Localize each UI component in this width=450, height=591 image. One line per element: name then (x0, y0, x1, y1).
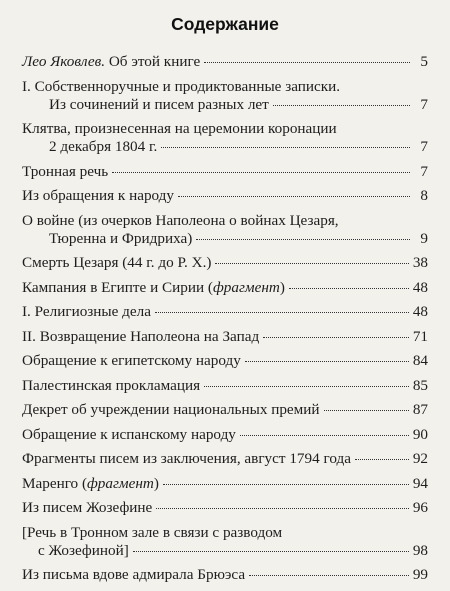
toc-page-number: 84 (412, 352, 428, 369)
toc-entry (22, 566, 428, 584)
toc-entry-title: Обращение к испанскому народу (22, 425, 236, 443)
toc-entry-title: I. Собственноручные и продиктованные записки. (22, 77, 341, 95)
toc-entry-title: Кампания в Египте и Сирии (фрагмент) (22, 278, 285, 296)
toc-page-number: 90 (412, 425, 428, 443)
toc-entry (22, 187, 428, 205)
dot-leader (355, 458, 409, 460)
toc-entry (22, 426, 428, 444)
toc-entry-title: I. Религиозные дела (22, 303, 151, 320)
toc-entry (22, 377, 428, 395)
dot-leader (289, 287, 409, 289)
toc-entry (22, 475, 428, 493)
toc-entry-title: Обращение к египетскому народу (22, 352, 241, 369)
toc-entry-title: Из обращения к народу (22, 187, 175, 204)
toc-entry-title: Маренго (фрагмент) (22, 474, 159, 492)
toc-entry-title: Из писем Жозефине (22, 499, 153, 516)
page-title: Содержание (171, 14, 279, 34)
toc-page-number: 99 (412, 566, 428, 583)
toc-entry-title: Из сочинений и писем разных лет (49, 95, 269, 113)
dot-leader (249, 574, 409, 576)
dot-leader (204, 61, 410, 63)
toc-entry (22, 303, 428, 321)
toc-entry (22, 499, 428, 517)
toc-entry-title: Фрагменты писем из заключения, август 1794 года (22, 450, 351, 467)
dot-leader (204, 385, 409, 387)
toc-page-number: 38 (412, 254, 428, 271)
toc-entry (22, 401, 428, 419)
toc-entry (22, 212, 428, 248)
dot-leader (156, 507, 409, 509)
dot-leader (324, 409, 409, 411)
toc-entry-title: О войне (из очерков Наполеона о войнах Цезаря, (22, 211, 339, 229)
toc-page-number: 71 (412, 327, 428, 345)
toc-list (22, 53, 428, 584)
toc-page-number: 7 (420, 138, 428, 155)
toc-entry-title: Тюренна и Фридриха) (49, 229, 193, 247)
toc-entry (22, 78, 428, 114)
dot-leader (155, 311, 409, 313)
toc-page-number: 87 (412, 401, 428, 418)
toc-entry-title: Из письма вдове адмирала Брюэса (22, 566, 246, 583)
toc-page (22, 0, 428, 591)
toc-entry (22, 524, 428, 560)
dot-leader (196, 238, 410, 240)
toc-entry (22, 279, 428, 297)
toc-entry (22, 450, 428, 468)
dot-leader (263, 336, 409, 338)
dot-leader (245, 360, 409, 362)
toc-page-number: 92 (412, 450, 428, 467)
toc-entry (22, 163, 428, 181)
toc-entry (22, 352, 428, 370)
toc-entry-title: Тронная речь (22, 162, 109, 180)
toc-page-number: 96 (412, 499, 428, 516)
toc-entry-title: Палестинская прокламация (22, 376, 201, 394)
dot-leader (215, 262, 408, 264)
toc-page-number: 7 (420, 162, 428, 180)
dot-leader (112, 171, 410, 173)
toc-page-number: 9 (420, 229, 428, 247)
toc-page-number: 98 (412, 541, 428, 559)
dot-leader (161, 146, 410, 148)
toc-entry-title: II. Возвращение Наполеона на Запад (22, 327, 260, 345)
dot-leader (273, 104, 410, 106)
toc-page-number: 5 (420, 53, 428, 70)
toc-entry (22, 254, 428, 272)
toc-entry (22, 120, 428, 156)
toc-entry-title: Клятва, произнесенная на церемонии коронации (22, 120, 337, 137)
toc-entry-title: Смерть Цезаря (44 г. до Р. Х.) (22, 254, 212, 271)
dot-leader (163, 483, 409, 485)
toc-entry-title: Декрет об учреждении национальных премий (22, 401, 320, 418)
toc-page-number: 48 (412, 278, 428, 296)
dot-leader (240, 434, 409, 436)
toc-entry-title: с Жозефиной] (38, 541, 129, 559)
dot-leader (178, 195, 410, 197)
toc-entry-title: 2 декабря 1804 г. (49, 138, 158, 155)
toc-page-number: 85 (412, 376, 428, 394)
dot-leader (133, 550, 409, 552)
toc-entry (22, 53, 428, 71)
toc-entry-title: Лео Яковлев. Об этой книге (22, 53, 201, 70)
toc-page-number: 94 (412, 474, 428, 492)
toc-page-number: 7 (420, 95, 428, 113)
toc-page-number: 8 (420, 187, 428, 204)
toc-entry-title: [Речь в Тронном зале в связи с разводом (22, 523, 283, 541)
toc-entry (22, 328, 428, 346)
toc-page-number: 48 (412, 303, 428, 320)
